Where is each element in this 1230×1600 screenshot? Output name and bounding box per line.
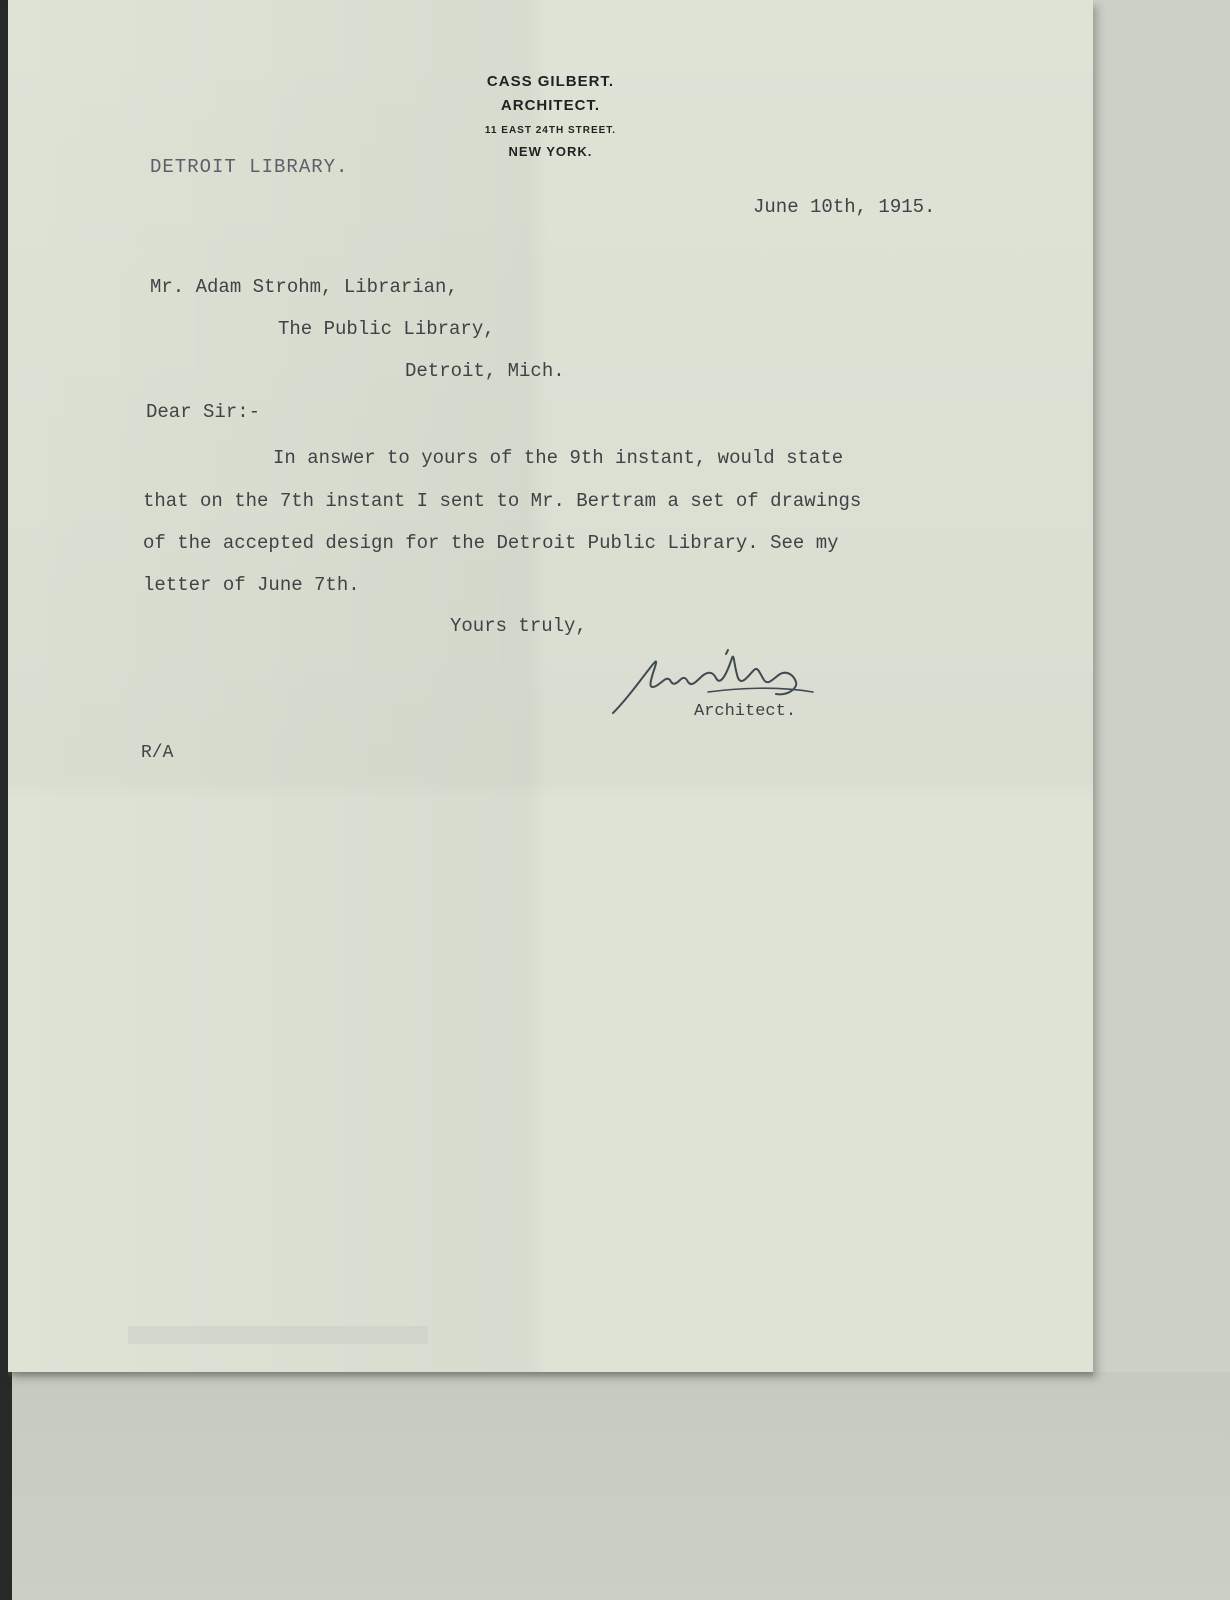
body-line-4: letter of June 7th. <box>143 574 360 596</box>
salutation: Dear Sir:- <box>146 401 261 423</box>
letterhead <box>418 70 683 164</box>
recipient-line-3: Detroit, Mich. <box>405 360 565 382</box>
letterhead-name: CASS GILBERT. <box>486 73 615 90</box>
letterhead-street: 11 EAST 24TH STREET. <box>484 125 617 136</box>
letterhead-title: ARCHITECT. <box>500 97 601 114</box>
body-line-2: that on the 7th instant I sent to Mr. Bertram a set of drawings <box>143 490 862 512</box>
scan-background-lower <box>0 1372 1230 1600</box>
body-line-1: In answer to yours of the 9th instant, would state <box>273 447 844 469</box>
file-label: DETROIT LIBRARY. <box>150 156 349 178</box>
letter-date: June 10th, 1915. <box>753 196 936 218</box>
letter-sheet <box>8 0 1093 1372</box>
recipient-line-1: Mr. Adam Strohm, Librarian, <box>150 276 458 298</box>
body-line-3: of the accepted design for the Detroit Public Library. See my <box>143 532 839 554</box>
faint-stamp-mark <box>128 1320 428 1350</box>
letterhead-city: NEW YORK. <box>508 144 593 159</box>
sheet-bottom-edge <box>8 1372 1093 1378</box>
recipient-line-2: The Public Library, <box>278 318 495 340</box>
signature-title: Architect. <box>694 702 797 721</box>
typist-initials: R/A <box>141 743 174 763</box>
closing: Yours truly, <box>450 615 587 637</box>
